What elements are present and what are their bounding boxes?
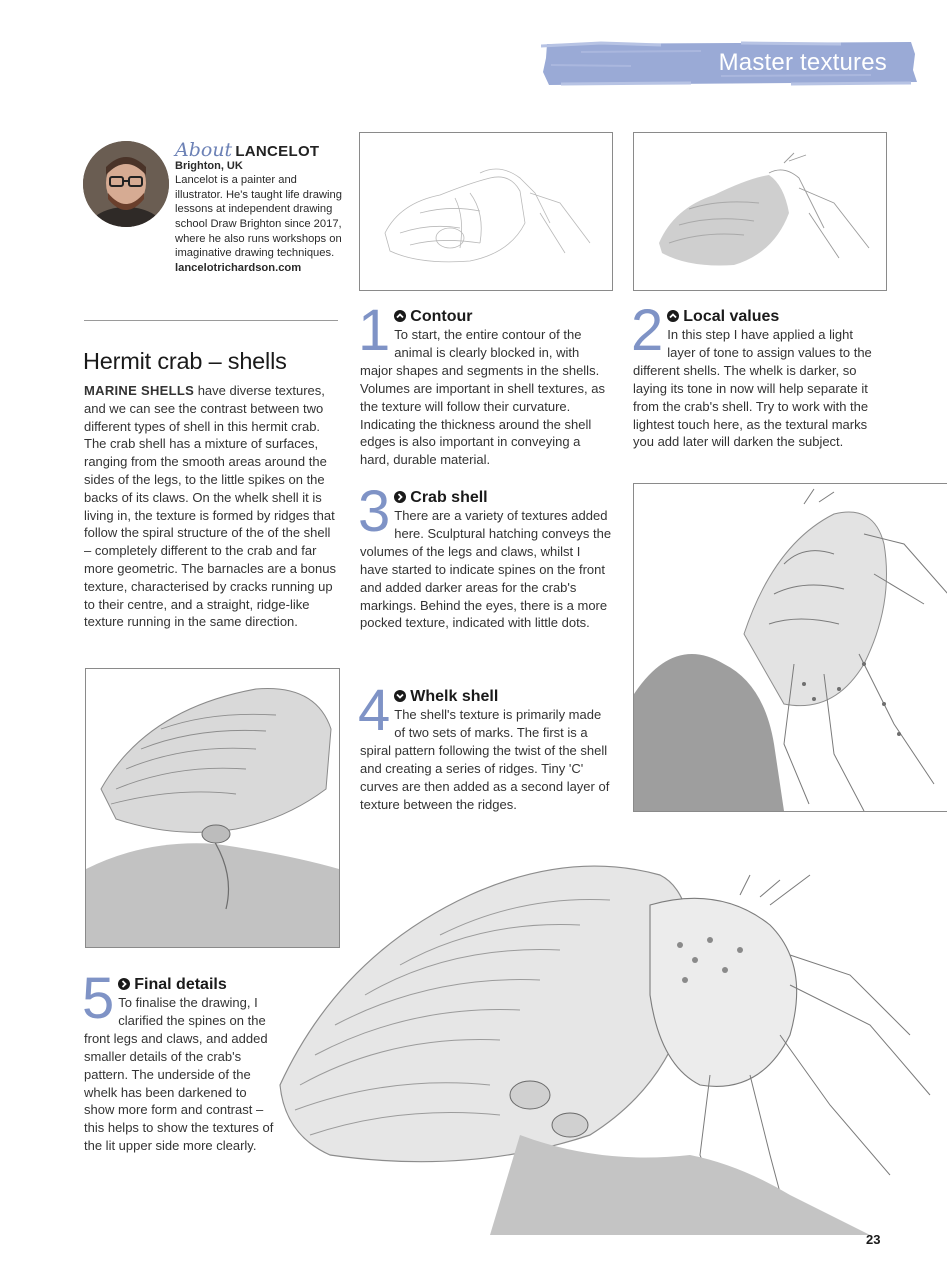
step-text: To start, the entire contour of the animal is clearly blocked in, with major shapes and segments in the shells. Volumes are important in shell textures, as the texture will follow their curvature. Indicating the thickness around the shell edges is also important in conveying a hard, durable material. bbox=[360, 327, 605, 468]
step-title: Whelk shell bbox=[410, 688, 499, 705]
author-bio: Lancelot is a painter and illustrator. He's taught life drawing lessons at independent drawing school Draw Brighton since 2017, where he also runs workshops on imaginative drawing techniques. bbox=[175, 174, 342, 260]
article-title: Hermit crab – shells bbox=[83, 348, 287, 374]
step-text: To finalise the drawing, I clarified the spines on the front legs and claws, and added smaller details of the crab's pattern. The underside of the whelk has been darkened to show more form and contrast – this helps to show the textures of the lit upper side more clearly. bbox=[84, 995, 274, 1154]
chevron-up-icon bbox=[394, 310, 406, 322]
step-3-image bbox=[633, 483, 947, 812]
step-2-image bbox=[633, 132, 887, 291]
about-box bbox=[175, 139, 345, 275]
step-2 bbox=[631, 298, 883, 451]
article-intro bbox=[84, 382, 340, 631]
chevron-down-icon bbox=[394, 690, 406, 702]
author-avatar bbox=[83, 141, 169, 227]
step-4 bbox=[358, 678, 612, 813]
final-drawing bbox=[270, 835, 947, 1235]
step-1-image bbox=[359, 132, 613, 291]
step-title: Crab shell bbox=[410, 489, 488, 506]
chevron-up-icon bbox=[667, 310, 679, 322]
divider bbox=[84, 320, 338, 321]
step-text: In this step I have applied a light layer of tone to assign values to the different shells. The whelk is darker, so laying its tone in now will help separate it from the crab's shell. Try to work with the lightest touch here, as the textural marks you add later will darken the subject. bbox=[633, 327, 872, 450]
step-number: 1 bbox=[358, 298, 391, 363]
step-3 bbox=[358, 479, 612, 632]
step-title: Contour bbox=[410, 308, 473, 325]
chevron-right-icon bbox=[394, 491, 406, 503]
about-script-word: About bbox=[175, 139, 233, 161]
step-text: There are a variety of textures added here. Sculptural hatching conveys the volumes of the legs and claws, whilst I have started to indicate spines on the front and added darker areas for the crab's markings. Behind the eyes, there is a more pocked texture, indicated with little dots. bbox=[360, 508, 612, 631]
author-name: LANCELOT bbox=[235, 143, 320, 160]
page-number: 23 bbox=[866, 1232, 881, 1247]
author-website[interactable]: lancelotrichardson.com bbox=[175, 261, 302, 274]
step-number: 3 bbox=[358, 479, 391, 544]
author-location: Brighton, UK bbox=[175, 159, 243, 172]
intro-lead: MARINE SHELLS bbox=[84, 383, 195, 398]
step-number: 2 bbox=[631, 298, 664, 363]
intro-text: have diverse textures, and we can see the contrast between two different types of shell in this hermit crab. The crab shell has a mixture of surfaces, ranging from the smooth areas around the sides of the legs, to the little spikes on the backs of its claws. On the whelk shell it is living in, the texture is formed by ridges that follow the spiral structure of the of the shell – completely different to the crab and far more geometric. The barnacles are a bonus texture, characterised by cracks running up to their centre, and a straight, ridge-like texture running in the same direction. bbox=[84, 383, 336, 630]
step-title: Final details bbox=[134, 976, 227, 993]
step-1 bbox=[358, 298, 612, 469]
step-text: The shell's texture is primarily made of two sets of marks. The first is a spiral pattern following the twist of the shell and creating a series of ridges. Tiny 'C' curves are then added as a second layer of texture between the ridges. bbox=[360, 707, 610, 812]
section-banner bbox=[541, 40, 917, 86]
step-5 bbox=[82, 966, 274, 1155]
step-title: Local values bbox=[683, 308, 780, 325]
chevron-right-icon bbox=[118, 978, 130, 990]
step-number: 5 bbox=[82, 966, 115, 1031]
section-title: Master textures bbox=[718, 49, 887, 76]
step-number: 4 bbox=[358, 678, 391, 743]
